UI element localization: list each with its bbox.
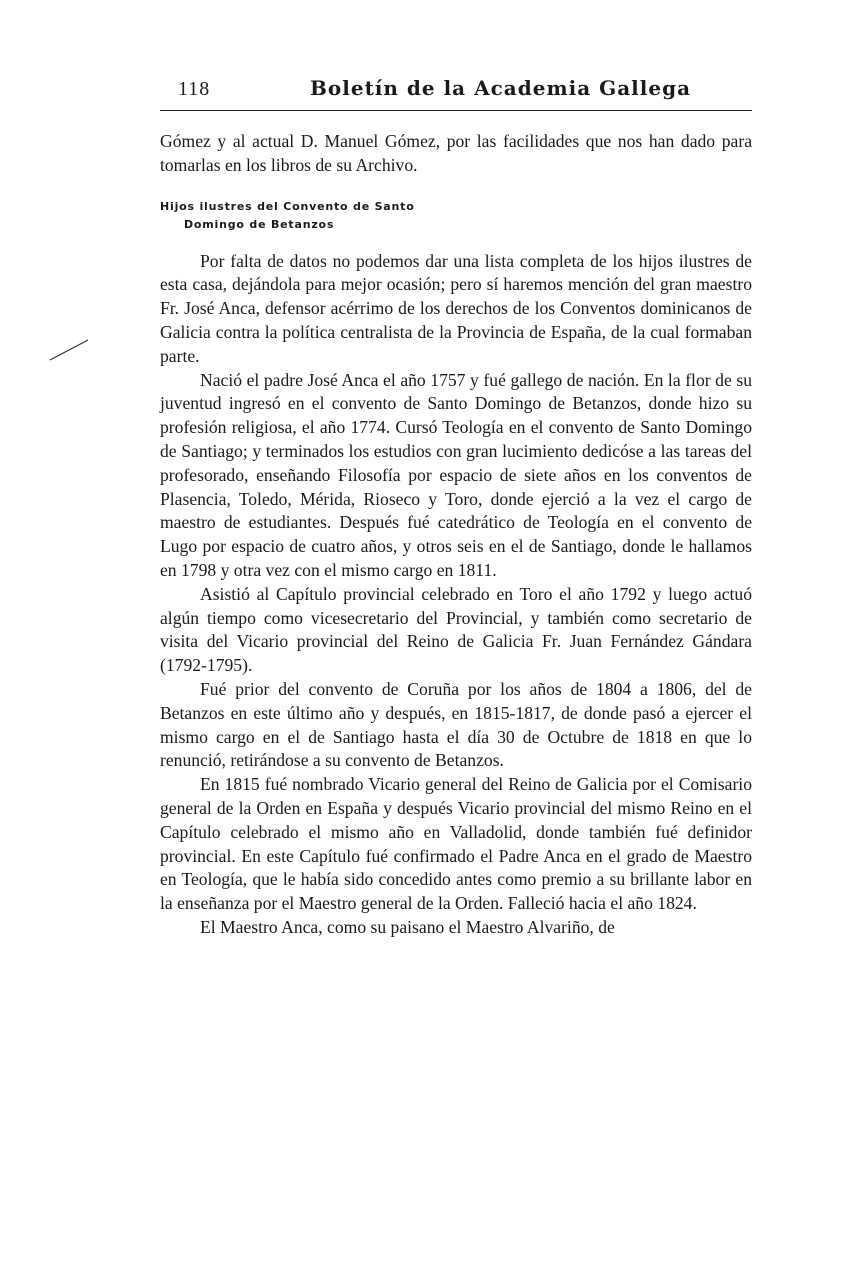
pencil-margin-mark xyxy=(48,338,90,362)
paragraph-continued: Gómez y al actual D. Manuel Gómez, por las facilidades que nos han dado para tomarlas en los libros de su Archivo. xyxy=(160,131,752,175)
body-text xyxy=(160,130,752,940)
paragraph: Por falta de datos no podemos dar una lista completa de los hijos ilustres de esta casa, dejándola para mejor ocasión; pero sí haremos mención del gran maestro Fr. José Anca, defensor acérrimo de los derechos de los Conventos dominicanos de Galicia contra la política centralista de la Provincia de España, de la cual formaban parte. xyxy=(160,250,752,366)
paragraph: En 1815 fué nombrado Vicario general del Reino de Galicia por el Comisario general de la Orden en España y después Vicario provincial del mismo Reino en el Capítulo celebrado el mismo año en Valladolid, donde también fué definidor provincial. En este Capítulo fué confirmado el Padre Anca en el grado de Maestro en Teología, que le había sido concedido antes como premio a su brillante labor en la enseñanza por el Maestro general de la Orden. Falleció hacia el año 1824. xyxy=(160,774,752,914)
page-header xyxy=(160,70,752,111)
section-heading-line2: Domingo de Betanzos xyxy=(184,217,335,231)
running-head: Boletín de la Academia Gallega xyxy=(310,76,692,100)
paragraph: El Maestro Anca, como su paisano el Maestro Alvariño, de xyxy=(200,916,615,937)
section-heading xyxy=(160,198,752,234)
page-number: 118 xyxy=(178,78,211,100)
paragraph: Asistió al Capítulo provincial celebrado en Toro el año 1792 y luego actuó algún tiempo como vicesecretario del Provincial, y también como secretario de visita del Vicario provincial del Reino de Galicia Fr. Juan Fernández Gándara (1792-1795). xyxy=(160,583,752,676)
paragraph: Nació el padre José Anca el año 1757 y fué gallego de nación. En la flor de su juventud ingresó en el convento de Santo Domingo de Betanzos, donde hizo su profesión religiosa, el año 1774. Cursó Teología en el convento de Santo Domingo de Santiago; y terminados los estudios con gran lucimiento dedicóse a las tareas del profesorado, enseñando Filosofía por espacio de siete años en los conventos de Plasencia, Toledo, Mérida, Rioseco y Toro, donde ejerció a la vez el cargo de maestro de estudiantes. Después fué catedrático de Teología en el convento de Lugo por espacio de cuatro años, y otros seis en el de Santiago, donde le hallamos en 1798 y otra vez con el mismo cargo en 1811. xyxy=(160,369,752,580)
paragraph: Fué prior del convento de Coruña por los años de 1804 a 1806, del de Betanzos en este último año y después, en 1815-1817, de donde pasó a ejercer el mismo cargo en el de Santiago hasta el día 30 de Octubre de 1818 en que lo renunció, retirándose a su convento de Betanzos. xyxy=(160,678,752,771)
section-heading-line1: Hijos ilustres del Convento de Santo xyxy=(160,199,415,213)
